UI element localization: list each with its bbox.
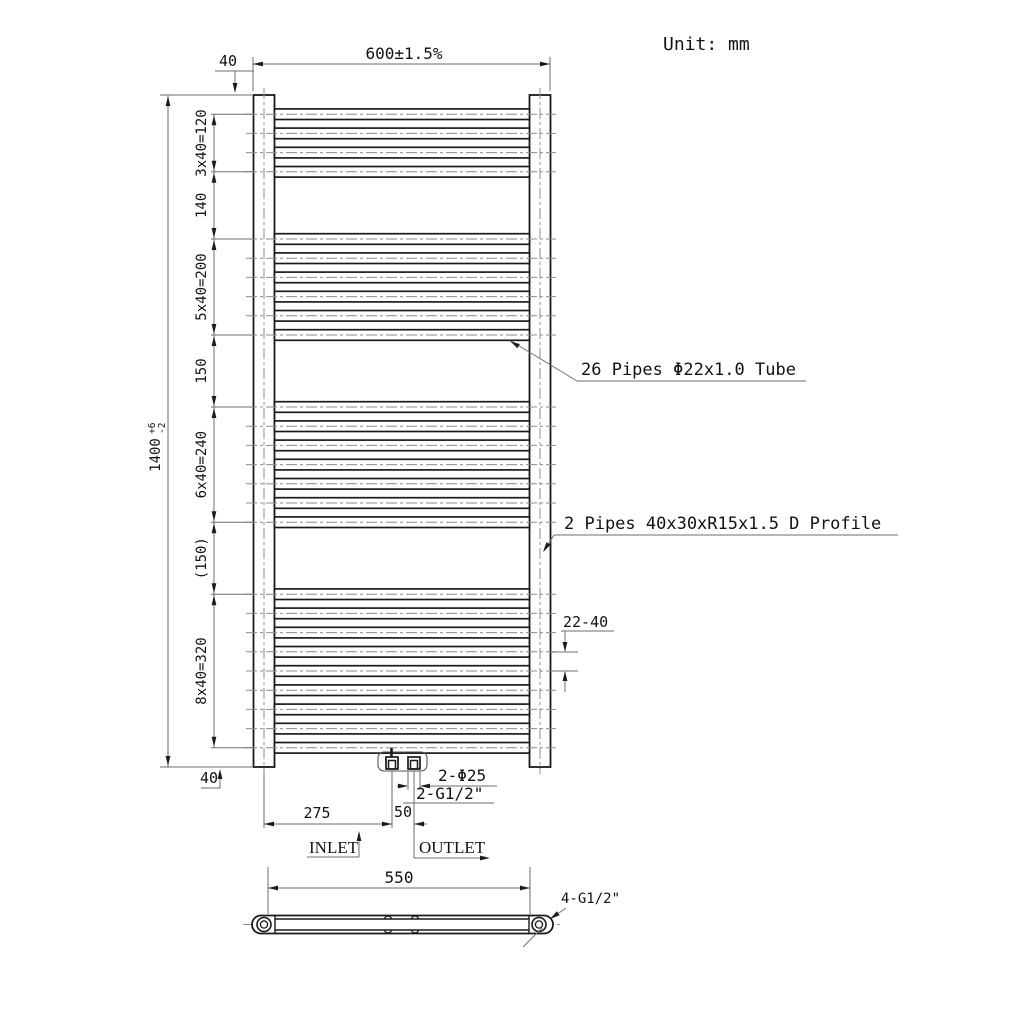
dimension-arrowhead [218,769,223,779]
dimension-arrowhead [253,62,263,67]
dimension-arrowhead [563,671,568,681]
dimension-arrowhead [212,408,217,418]
dimension-arrowhead [382,822,392,827]
dimension-arrowhead [212,583,217,593]
holes-dimension-label: 2-Φ25 [438,766,487,785]
bottom-dimensions [264,766,497,860]
segment-dimension-label: 6x40=240 [194,430,210,499]
dimension-arrowhead [212,523,217,533]
dimension-arrowhead [212,396,217,406]
bottom-connections [378,748,427,771]
dimension-arrowhead [212,115,217,125]
dimension-arrowhead [398,784,408,789]
inlet-label: INLET [309,838,359,857]
radiator-body [254,95,551,767]
segment-dimension-label: 3x40=120 [194,109,210,177]
dimension-arrowhead [264,822,274,827]
height-tolerance-minus: -2 [157,422,168,434]
height-dimension-label: 1400 [148,438,164,472]
dimension-arrowhead [212,511,217,521]
top-dimensions [215,34,750,93]
segment-dimension-label: (150) [194,537,210,580]
bottom-offset-label: 40 [199,769,219,787]
width-dimension-label: 600±1.5% [365,44,443,63]
pipe-pitch-label: 22-40 [563,613,609,631]
annotations [509,339,898,692]
dimension-arrowhead [414,822,424,827]
dimension-arrowhead [212,161,217,171]
dimension-arrowhead [212,228,217,238]
segment-dimension-label: 140 [194,192,210,219]
dimension-arrowhead [540,62,550,67]
segment-dimension-label: 5x40=200 [194,253,210,321]
segment-dimensions [194,109,252,748]
dimension-arrowhead [212,336,217,346]
dimension-arrowhead [520,886,530,891]
unit-label: Unit: mm [663,34,750,55]
tube-note: 26 Pipes Φ22x1.0 Tube [581,360,796,380]
dimension-arrowhead [212,595,217,605]
dimension-arrowhead [212,737,217,747]
dimension-arrowhead [166,756,171,766]
bottom-thread-label: 4-G1/2" [561,891,621,907]
profile-note: 2 Pipes 40x30xR15x1.5 D Profile [564,514,882,534]
height-tolerance-plus: +6 [147,422,158,434]
bottom-view [243,867,620,947]
dimension-arrowhead [233,83,238,93]
thread-dimension-label: 2-G1/2" [416,784,484,803]
dimension-arrowhead [563,642,568,652]
dimension-arrowhead [212,240,217,250]
dimension-arrowhead [166,96,171,106]
top-offset-label: 40 [218,52,238,70]
inlet-offset-label: 275 [303,804,331,822]
dimension-arrowhead [212,324,217,334]
segment-dimension-label: 8x40=320 [194,637,210,705]
segment-dimension-label: 150 [194,358,210,384]
dimension-arrowhead [268,886,278,891]
outlet-label: OUTLET [419,838,486,857]
bottom-view-bar [252,916,553,934]
port-spacing-label: 50 [393,803,413,821]
length-dimension-label: 550 [384,868,414,887]
dimension-arrowhead [212,173,217,183]
